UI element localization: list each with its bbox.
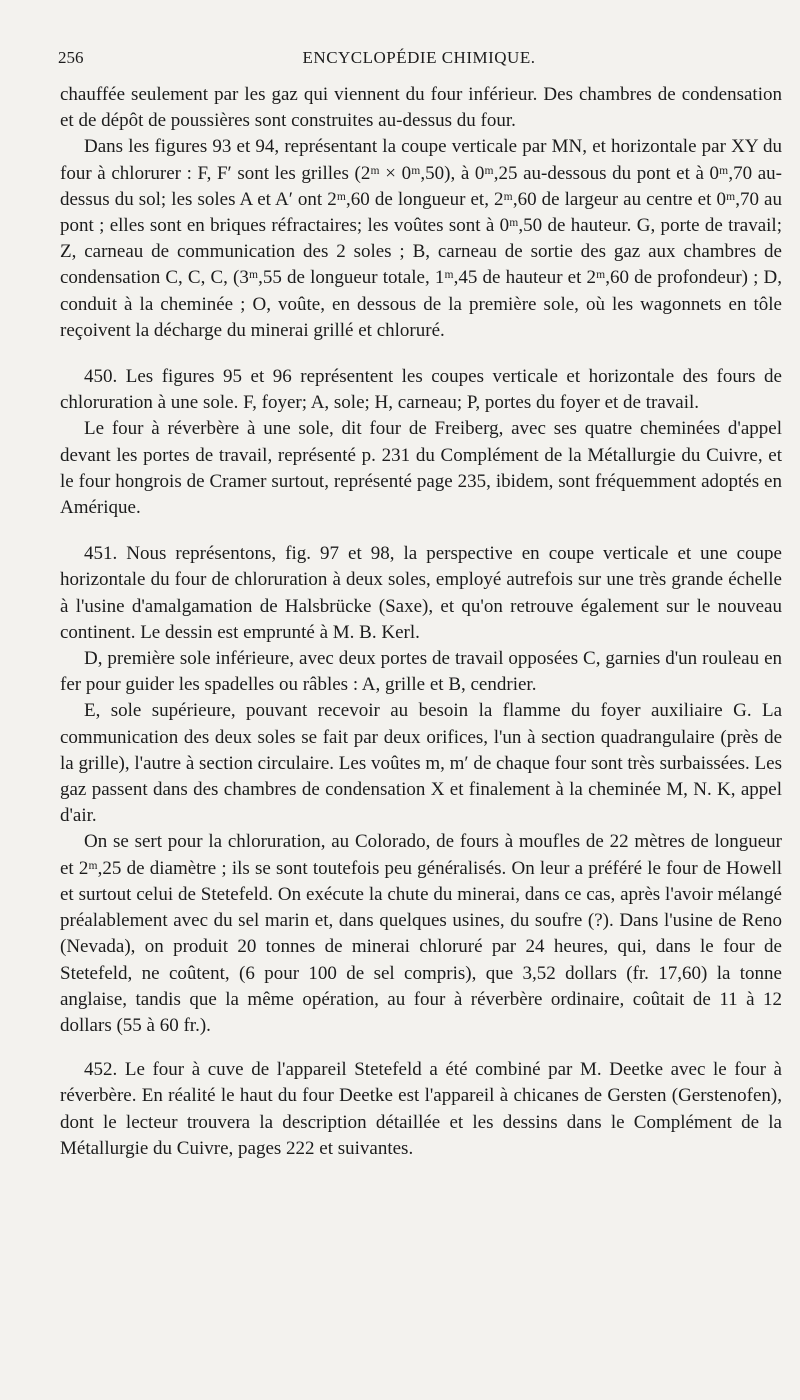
paragraph-lower-sole: D, première sole inférieure, avec deux portes de travail opposées C, garnies d'un rouleau en fer pour guider les spadelles ou râbles : A, grille et B, cendrier. xyxy=(60,648,782,696)
paragraph-450: 450. Les figures 95 et 96 représentent les coupes verticale et horizontale des fours de chloruration à une sole. F, foyer; A, sole; H, carneau; P, portes du foyer et de travail. xyxy=(60,366,782,414)
paragraph-colorado: On se sert pour la chloruration, au Colorado, de fours à moufles de 22 mètres de longueur et 2ᵐ,25 de diamètre ; ils se sont toutefois peu généralisés. On leur a préféré le four de Howell et surtout celui de Stetefeld. On exécute la chute du minerai, dans ce cas, après l'avoir mélangé préalablement avec du sel marin et, dans quelques usines, du soufre (?). Dans l'usine de Reno (Nevada), on produit 20 tonnes de minerai chloruré par 24 heures, qui, dans le four de Stetefeld, ne coûtent, (6 pour 100 de sel compris), que 3,52 dollars (fr. 17,60) la tonne anglaise, tandis que la même opération, au four à réverbère ordinaire, coûtait de 11 à 12 dollars (55 à 60 fr.). xyxy=(60,831,782,1036)
page-number: 256 xyxy=(58,48,84,67)
paragraph-451: 451. Nous représentons, fig. 97 et 98, la perspective en coupe verticale et une coupe horizontale du four de chloruration à deux soles, employé autrefois sur une très grande échelle à l'usine d'amalgamation de Halsbrücke (Saxe), et qu'on retrouve également sur le nouveau continent. Le dessin est emprunté à M. B. Kerl. xyxy=(60,543,782,643)
paragraph-figures-93-94: Dans les figures 93 et 94, représentant la coupe verticale par MN, et horizontale par XY du four à chlorurer : F, F′ sont les grilles (2ᵐ × 0ᵐ,50), à 0ᵐ,25 au-dessous du pont et à 0ᵐ,70 au-dessus du sol; les soles A et A′ ont 2ᵐ,60 de longueur et, 2ᵐ,60 de largeur au centre et 0ᵐ,70 au pont ; elles sont en briques réfractaires; les voûtes sont à 0ᵐ,50 de hauteur. G, porte de travail; Z, carneau de communication des 2 soles ; B, carneau de sortie des gaz aux chambres de condensation C, C, C, (3ᵐ,55 de longueur totale, 1ᵐ,45 de hauteur et 2ᵐ,60 de profondeur) ; D, conduit à la cheminée ; O, voûte, en dessous de la première sole, où les wagonnets en tôle reçoivent la décharge du minerai grillé et chloruré. xyxy=(60,136,782,341)
page-header xyxy=(58,48,780,72)
body-text xyxy=(60,82,782,1162)
paragraph-freiberg-furnace: Le four à réverbère à une sole, dit four de Freiberg, avec ses quatre cheminées d'appel devant les portes de travail, représenté p. 231 du Complément de la Métallurgie du Cuivre, et le four hongrois de Cramer surtout, représenté page 235, ibidem, sont fréquemment adoptés en Amérique. xyxy=(60,418,782,519)
paragraph-452: 452. Le four à cuve de l'appareil Stetefeld a été combiné par M. Deetke avec le four à réverbère. En réalité le haut du four Deetke est l'appareil à chicanes de Gersten (Gerstenofen), dont le lecteur trouvera la description détaillée et les dessins dans le Complément de la Métallurgie du Cuivre, pages 222 et suivantes. xyxy=(60,1059,782,1159)
paragraph-upper-sole: E, sole supérieure, pouvant recevoir au besoin la flamme du foyer auxiliaire G. La communication des deux soles se fait par deux orifices, l'un à section quadrangulaire (près de la grille), l'autre à section circulaire. Les voûtes m, m′ de chaque four sont très surbaissées. Les gaz passent dans des chambres de condensation X et finalement à la cheminée M, N. K, appel d'air. xyxy=(60,700,782,827)
paragraph-continuation: chauffée seulement par les gaz qui viennent du four inférieur. Des chambres de condensation et de dépôt de poussières sont construites au-dessus du four. xyxy=(60,84,782,132)
running-title: ENCYCLOPÉDIE CHIMIQUE. xyxy=(302,48,536,67)
